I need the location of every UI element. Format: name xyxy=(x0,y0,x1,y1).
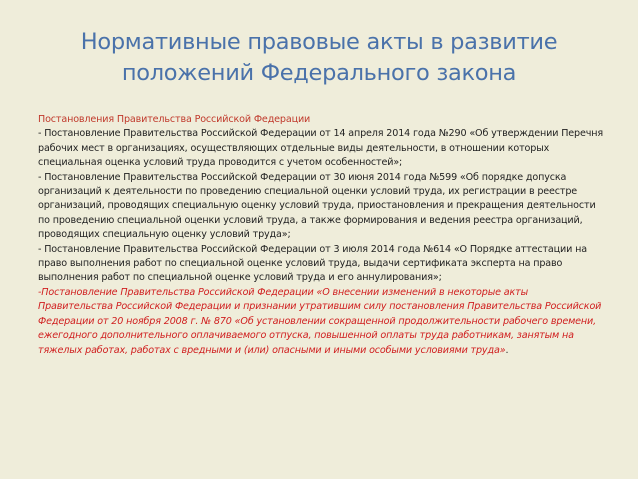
list-item: - Постановление Правительства Российской Федерации от 3 июля 2014 года №614 «О Порядке аттестации на право выполнения работ по специальной оценке условий труда, выдачи сертификата эксперта на право выполнения работ по специальной оценке условий труда и его аннулирования»; xyxy=(38,243,587,284)
section-heading: Постановления Правительства Российской Федерации xyxy=(38,114,311,125)
title-line-2: положений Федерального закона xyxy=(121,60,517,86)
slide-content xyxy=(38,113,604,358)
highlight-item xyxy=(38,286,604,358)
list-item: - Постановление Правительства Российской Федерации от 30 июня 2014 года №599 «Об порядке допуска организаций к деятельности по проведению специальной оценки условий труда, их регистрации в реестре организаций, проводящих специальную оценку условий труда, приостановления и прекращения деятельности по проведению специальной оценки условий труда, а также формирования и ведения реестра организаций, проводящих специальную оценку условий труда»; xyxy=(38,171,596,241)
title-line-1: Нормативные правовые акты в развитие xyxy=(80,29,558,55)
highlight-item-end: . xyxy=(505,344,509,356)
slide-title xyxy=(30,27,608,89)
list-item: - Постановление Правительства Российской Федерации от 14 апреля 2014 года №290 «Об утверждении Перечня рабочих мест в организациях, осуществляющих отдельные виды деятельности, в отношении которых специальная оценка условий труда проводится с учетом особенностей»; xyxy=(38,128,603,169)
highlight-item-text: -Постановление Правительства Российской Федерации «О внесении изменений в некоторые акты Правительства Российской Федерации и признании утратившим силу постановления Правительства Российской Федерации от 20 ноября 2008 г. № 870 «Об установлении сокращенной продолжительности рабочего времени, ежегодного дополнительного оплачиваемого отпуска, повышенной оплаты труда работникам, занятым на тяжелых работах, работах с вредными и (или) опасными и иными особыми условиями труда» xyxy=(38,286,602,356)
